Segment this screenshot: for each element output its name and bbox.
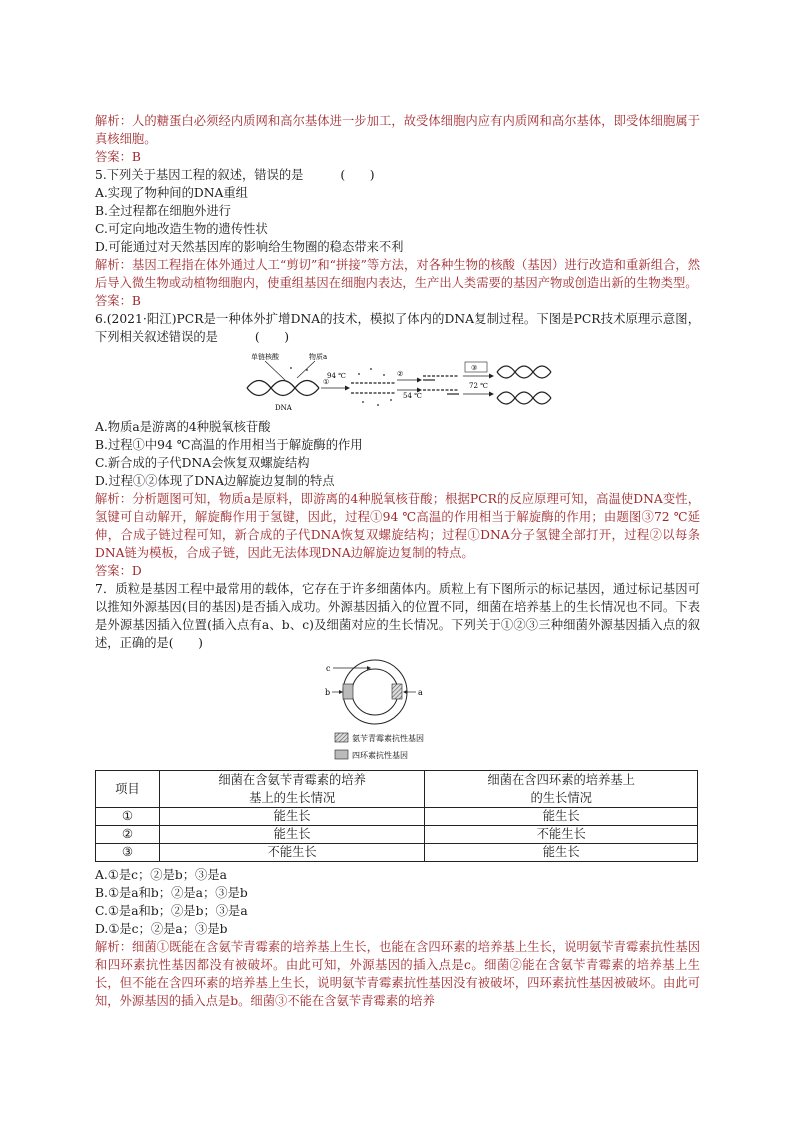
page-content [95,112,700,1010]
q7-option-b: B.①是a和b；②是a；③是b [95,886,248,900]
q6-option-a: A.物质a是游离的4种脱氧核苷酸 [95,420,271,434]
daughter-dna-helix-bottom [497,392,551,404]
q4-analysis: 解析：人的糖蛋白必须经内质网和高尔基体进一步加工，故受体细胞内应有内质网和高尔基体，即受体细胞属于真核细胞。 [95,114,700,146]
temp3-label: 72 ℃ [469,382,488,390]
q5-analysis: 解析：基因工程指在体外通过人工“剪切”和“拼接”等方法，对各种生物的核酸（基因）进行改造和重新组合，然后导入微生物或动植物细胞内，使重组基因在细胞内表达，生产出人类需要的基因产物或创造出新的生物类型。 [95,258,700,290]
table-header-item: 项目 [96,771,160,808]
temp2-label: 54 ℃ [403,392,422,400]
temp1-label: 94 ℃ [327,372,346,380]
q5-option-c: C.可定向地改造生物的遗传性状 [95,222,268,236]
q7-option-a: A.①是c；②是b；③是a [95,868,227,882]
parent-dna-helix [247,381,319,396]
table-row [96,808,698,826]
table-cell: ③ [96,844,160,862]
table-cell: ② [96,826,160,844]
table-header-row [96,771,698,808]
q7-analysis: 解析：细菌①既能在含氨苄青霉素的培养基上生长，也能在含四环素的培养基上生长，说明氨苄青霉素抗性基因和四环素抗性基因都没有被破坏。由此可知，外源基因的插入点是c。细菌②能在含氨苄青霉素的培养基上生长，但不能在含四环素的培养基上生长，说明氨苄青霉素抗性基因没有被破坏，四环素抗性基因被破坏。由此可知，外源基因的插入点是b。细菌③不能在含氨苄青霉素的培养 [95,940,700,1008]
substance-a-label: 物质a [309,353,328,361]
amp-gene-segment [392,684,402,699]
dna-label: DNA [275,404,292,412]
legend-amp-label: 氨苄青霉素抗性基因 [352,734,424,743]
separated-strands [351,383,395,393]
annealed-strands [423,376,459,394]
primer-label: 单链核酸 [251,353,279,361]
plasmid-diagram [95,658,700,766]
q7-stem: 7．质粒是基因工程中最常用的载体，它存在于许多细菌体内。质粒上有下图所示的标记基因，通过标记基因可以推知外源基因(目的基因)是否插入成功。外源基因插入的位置不同，细菌在培养基上的生长情况也不同。下表是外源基因插入位置(插入点有a、b、c)及细菌对应的生长情况。下列关于①②③三种细菌外源基因插入点的叙述，正确的是( ) [95,582,700,650]
q5-option-b: B.全过程都在细胞外进行 [95,204,231,218]
insertion-point-c: c [326,664,331,673]
table-row [96,844,698,862]
q6-option-d: D.过程①②体现了DNA边解旋边复制的特点 [95,474,335,488]
table-row [96,826,698,844]
q6-analysis: 解析：分析题图可知，物质a是原料，即游离的4种脱氧核苷酸；根据PCR的反应原理可知，高温使DNA变性，氢键可自动解开，解旋酶作用于氢键，因此，过程①94 ℃高温的作用相当于解旋酶的作用；由题图③72 ℃延伸，合成子链过程可知，新合成的子代DNA恢复双螺旋结构；过程①DNA分子氢键全部打开，过程②以每条DNA链为模板，合成子链，因此无法体现DNA边解旋边复制的特点。 [95,492,700,560]
table-cell: 能生长 [425,808,698,826]
growth-table [95,770,698,862]
q6-option-c: C.新合成的子代DNA会恢复双螺旋结构 [95,456,310,470]
tet-gene-segment [343,684,353,699]
step2-label: ② [397,370,404,378]
table-cell: 能生长 [425,844,698,862]
step3-label: ③ [471,364,478,372]
step1-label: ① [323,378,330,386]
insertion-point-b: b [325,688,331,697]
q7-option-d: D.①是c；②是a；③是b [95,922,228,936]
q5-stem: 5.下列关于基因工程的叙述，错误的是 ( ) [95,168,375,182]
q6-option-b: B.过程①中94 ℃高温的作用相当于解旋酶的作用 [95,438,363,452]
table-cell: 不能生长 [159,844,425,862]
legend-amp-swatch [335,733,348,742]
q5-answer: 答案：B [95,294,141,308]
q5-option-a: A.实现了物种间的DNA重组 [95,186,248,200]
q5-option-d: D.可能通过对天然基因库的影响给生物圈的稳态带来不利 [95,240,404,254]
q7-option-c: C.①是a和b；②是b；③是a [95,904,248,918]
legend-tet-label: 四环素抗性基因 [352,751,408,760]
table-header-tet: 细菌在含四环素的培养基上的生长情况 [425,771,698,808]
daughter-dna-helix-top [497,366,551,378]
table-cell: ① [96,808,160,826]
pcr-diagram [95,350,700,412]
q6-answer: 答案：D [95,564,142,578]
table-cell: 不能生长 [425,826,698,844]
q4-answer: 答案：B [95,150,141,164]
table-header-amp: 细菌在含氨苄青霉素的培养基上的生长情况 [159,771,425,808]
table-cell: 能生长 [159,826,425,844]
table-cell: 能生长 [159,808,425,826]
q6-stem: 6.(2021·阳江)PCR是一种体外扩增DNA的技术，模拟了体内的DNA复制过程。下图是PCR技术原理示意图，下列相关叙述错误的是 ( ) [95,312,700,344]
legend-tet-swatch [335,750,348,759]
insertion-point-a: a [418,688,423,697]
